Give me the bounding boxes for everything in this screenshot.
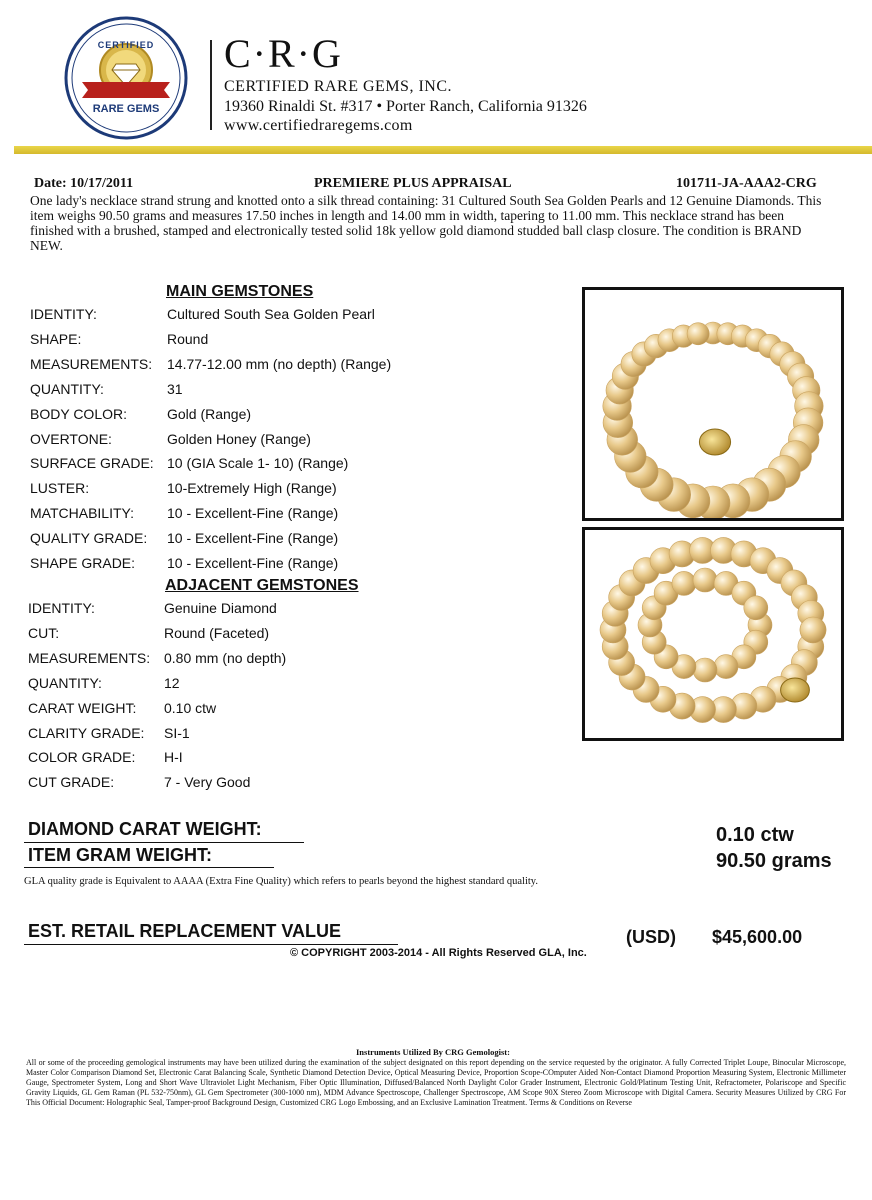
main-gemstones-value-6: 10 (GIA Scale 1- 10) (Range) [167, 455, 349, 472]
pearl-68 [714, 655, 738, 679]
adjacent-gemstones-heading: ADJACENT GEMSTONES [165, 577, 359, 594]
adjacent-gemstones-label-7: CUT GRADE: [28, 774, 115, 791]
adjacent-gemstones-value-3: 12 [164, 674, 180, 691]
company-name: CERTIFIED RARE GEMS, INC. [224, 78, 452, 95]
instruments-body: All or some of the proceeding gemological instruments may have been utilized during the examination of the subject designated on this report depending on the service requested by the originator. A fully Corrected Triplet Loupe, Binocular Microscope, Master Color Comparison Diamond Set, Electronic Carat Balancing Scale, Synthetic Diamond Detection Device, Optical Measuring Device, Proportion Scope-COmputer Aided Non-Contact Diamond Proportion Measuring System, Electronic Millimeter Gauge, Spectrometer System, Long and Short Wave Ultraviolet Light Mechanism, Fiber Optic Illumination, Diffused/Balanced North Daylight Color Grader Instrument, Electronic Gold/Platinum Testing Unit, Refractometer, Polariscope and Specific Gravity Liquids, GL Gem Raman (PL 532-750nm), GL Gem Spectrometer (300-1000 nm), MDM Advance Spectroscope, Challenger Spectroscope, AM Scope 90X Stereo Zoom Microscope with Digital Camera. Security Measures Utilized by CRG For This Official Document: Holographic Seal, Tamper-proof Background Design, Customized CRG Logo Embossing, and an Exclusive Lamination Treatment. Terms & Conditions on Reverse [26, 1058, 846, 1107]
gold-clasp-photo-1 [699, 429, 730, 455]
pearl-33 [687, 323, 709, 345]
main-gemstones-label-3: QUANTITY: [30, 380, 104, 397]
adjacent-gemstones-label-6: COLOR GRADE: [28, 749, 136, 766]
adjacent-gemstones-label-4: CARAT WEIGHT: [28, 699, 137, 716]
pearl-64 [800, 617, 826, 643]
company-website[interactable]: www.certifiedraregems.com [224, 117, 413, 134]
logo-top-text: CERTIFIED [97, 40, 155, 50]
gla-quality-note: GLA quality grade is Equivalent to AAAA (Extra Fine Quality) which refers to pearls beyond the highest standard quality. [24, 876, 538, 887]
main-gemstones-value-3: 31 [167, 380, 183, 397]
main-gemstones-label-6: SURFACE GRADE: [30, 455, 154, 472]
pearl-necklace-photo-1 [582, 287, 844, 521]
main-gemstones-value-0: Cultured South Sea Golden Pearl [167, 306, 375, 322]
adjacent-gemstones-value-1: Round (Faceted) [164, 624, 270, 641]
pearl-69 [693, 658, 717, 682]
main-gemstones-value-10: 10 - Excellent-Fine (Range) [167, 555, 339, 571]
adjacent-gemstones-label-5: CLARITY GRADE: [28, 724, 145, 741]
adjacent-gemstones-value-7: 7 - Very Good [164, 774, 251, 791]
main-gemstones-label-7: LUSTER: [30, 480, 90, 497]
item-gram-weight-value: 90.50 grams [716, 850, 832, 872]
main-gemstones-value-7: 10-Extremely High (Range) [167, 480, 337, 497]
diamond-carat-weight-label: DIAMOND CARAT WEIGHT: [28, 819, 262, 839]
adjacent-gemstones-label-1: CUT: [28, 624, 60, 641]
retail-label-underline [24, 944, 398, 945]
pearl-77 [693, 568, 717, 592]
adjacent-gemstones-label-3: QUANTITY: [28, 674, 102, 691]
diamond-label-underline [24, 842, 304, 843]
pearl-76 [672, 571, 696, 595]
instruments-title: Instruments Utilized By CRG Gemologist: [356, 1047, 510, 1057]
gold-clasp-photo-2 [781, 678, 810, 702]
copyright-notice: © COPYRIGHT 2003-2014 - All Rights Reserved GLA, Inc. [290, 947, 587, 959]
retail-value-label: EST. RETAIL REPLACEMENT VALUE [28, 921, 342, 941]
diamond-carat-weight-value: 0.10 ctw [716, 824, 794, 846]
main-gemstones-label-10: SHAPE GRADE: [30, 555, 136, 571]
adjacent-gemstones-label-0: IDENTITY: [28, 600, 95, 616]
main-gemstones-value-5: Golden Honey (Range) [167, 430, 311, 447]
main-gemstones-label-9: QUALITY GRADE: [30, 530, 148, 547]
gram-label-underline [24, 867, 274, 868]
appraisal-number: 101711-JA-AAA2-CRG [676, 176, 817, 191]
main-gemstones-label-0: IDENTITY: [30, 306, 97, 322]
main-gemstones-value-1: Round [167, 330, 209, 347]
main-gemstones-label-5: OVERTONE: [30, 430, 112, 447]
appraisal-title: PREMIERE PLUS APPRAISAL [314, 176, 512, 191]
main-gemstones-label-2: MEASUREMENTS: [30, 355, 153, 372]
brand-name: C·R·G [224, 31, 343, 76]
currency-label: (USD) [626, 927, 676, 947]
adjacent-gemstones-value-2: 0.80 mm (no depth) [164, 649, 287, 666]
main-gemstones-value-9: 10 - Excellent-Fine (Range) [167, 530, 339, 547]
adjacent-gemstones-label-2: MEASUREMENTS: [28, 649, 151, 666]
item-description: One lady's necklace strand strung and knotted onto a silk thread containing: 31 Cultured South Sea Golden Pearls and 12 Genuine Diamonds. This item weighs 90.50 grams and measures 17.50 inches in length and 14.00 mm in width, tapering to 11.00 mm. This necklace strand has been finished with a brushed, stamped and electronically tested solid 18k yellow gold diamond studded ball clasp closure. The condition is BRAND NEW. [30, 193, 822, 253]
main-gemstones-heading: MAIN GEMSTONES [166, 283, 314, 300]
pearl-80 [744, 596, 768, 620]
gold-divider-bar [14, 146, 872, 154]
main-gemstones-label-1: SHAPE: [30, 330, 82, 347]
logo-bottom-text: RARE GEMS [92, 103, 160, 115]
appraisal-date: Date: 10/17/2011 [34, 176, 134, 191]
main-gemstones-value-2: 14.77-12.00 mm (no depth) (Range) [167, 355, 392, 372]
main-gemstones-label-4: BODY COLOR: [30, 405, 127, 422]
retail-value: $45,600.00 [712, 927, 803, 947]
main-gemstones-value-4: Gold (Range) [167, 405, 252, 422]
main-gemstones-label-8: MATCHABILITY: [30, 505, 134, 522]
pearl-necklace-photo-2 [582, 527, 844, 741]
adjacent-gemstones-value-5: SI-1 [164, 724, 190, 741]
adjacent-gemstones-value-4: 0.10 ctw [164, 699, 217, 716]
main-gemstones-value-8: 10 - Excellent-Fine (Range) [167, 505, 339, 522]
adjacent-gemstones-value-6: H-I [164, 749, 183, 766]
adjacent-gemstones-value-0: Genuine Diamond [164, 600, 277, 616]
header-divider [210, 40, 212, 130]
company-address: 19360 Rinaldi St. #317 • Porter Ranch, California 91326 [224, 98, 587, 115]
crg-logo-seal [64, 16, 188, 140]
item-gram-weight-label: ITEM GRAM WEIGHT: [28, 845, 212, 865]
